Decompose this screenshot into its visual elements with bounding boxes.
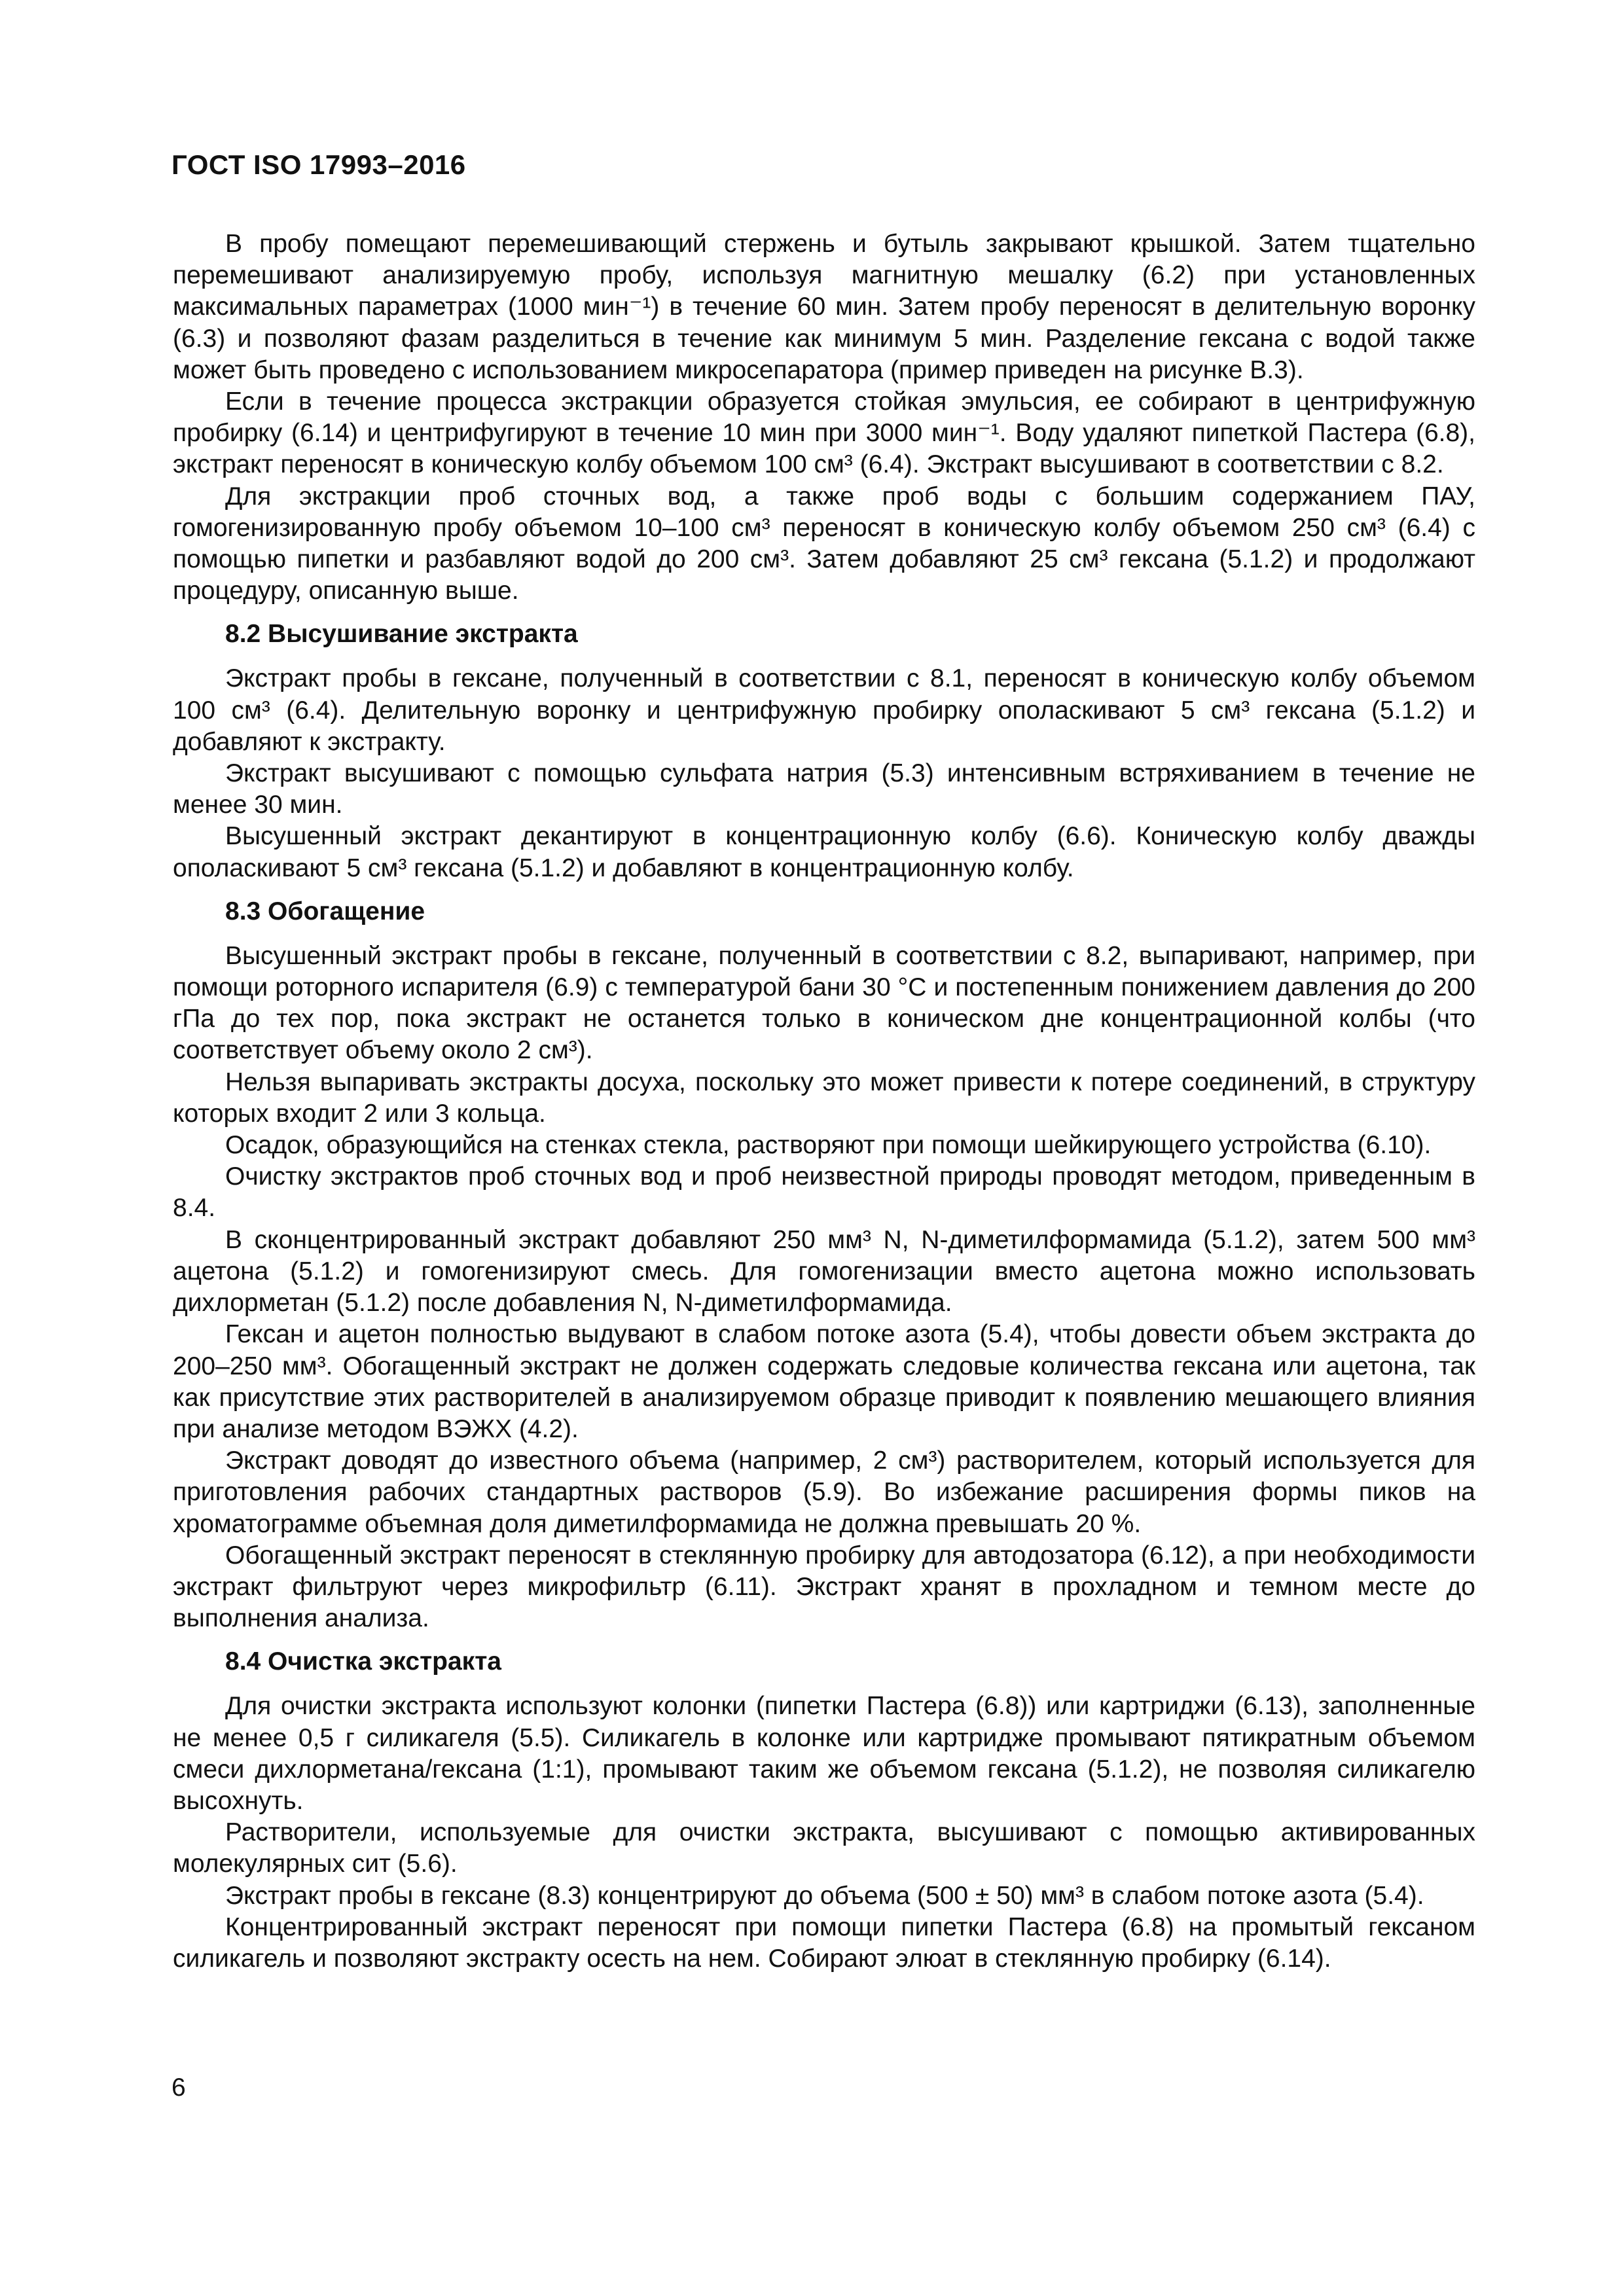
page-number: 6 bbox=[171, 2073, 186, 2102]
paragraph: Если в течение процесса экстракции образуется стойкая эмульсия, ее собирают в центрифужную пробирку (6.14) и центрифугируют в течение 10 мин при 3000 мин⁻¹. Воду удаляют пипеткой Пастера (6.8), экстракт переносят в коническую колбу объемом 100 см³ (6.4). Экстракт высушивают в соответствии с 8.2. bbox=[173, 387, 1475, 479]
paragraph: Осадок, образующийся на стенках стекла, растворяют при помощи шейкирующего устройства (6.10). bbox=[225, 1131, 1432, 1160]
paragraph: Экстракт доводят до известного объема (например, 2 см³) растворителем, который используется для приготовления рабочих стандартных растворов (5.9). Во избежание расширения формы пиков на хроматограмме объемная доля диметилформамида не должна превышать 20 %. bbox=[173, 1446, 1475, 1538]
paragraph: В сконцентрированный экстракт добавляют 250 мм³ N, N-диметилформамида (5.1.2), затем 500 мм³ ацетона (5.1.2) и гомогенизируют смесь. Для гомогенизации вместо ацетона можно использовать дихлорметан (5.1.2) после добавления N, N-диметилформамида. bbox=[173, 1225, 1475, 1318]
paragraph: Высушенный экстракт пробы в гексане, полученный в соответствии с 8.2, выпаривают, например, при помощи роторного испарителя (6.9) с температурой бани 30 °C и постепенным понижением давления до 200 гПа до тех пор, пока экстракт не останется только в коническом дне концентрационной колбы (что соответствует объему около 2 см³). bbox=[173, 941, 1475, 1065]
paragraph: Очистку экстрактов проб сточных вод и проб неизвестной природы проводят методом, приведенным в 8.4. bbox=[173, 1162, 1475, 1223]
paragraph: Нельзя выпаривать экстракты досуха, поскольку это может привести к потере соединений, в структуру которых входит 2 или 3 кольца. bbox=[173, 1067, 1475, 1128]
paragraph: Обогащенный экстракт переносят в стеклянную пробирку для автодозатора (6.12), а при необходимости экстракт фильтруют через микрофильтр (6.11). Экстракт хранят в прохладном и темном месте до выполнения анализа. bbox=[173, 1541, 1475, 1633]
paragraph: Экстракт высушивают с помощью сульфата натрия (5.3) интенсивным встряхиванием в течение не менее 30 мин. bbox=[173, 759, 1475, 819]
section-heading-8-3: 8.3 Обогащение bbox=[225, 897, 425, 925]
paragraph: В пробу помещают перемешивающий стержень и бутыль закрывают крышкой. Затем тщательно перемешивают анализируемую пробу, используя магнитную мешалку (6.2) при установленных максимальных параметрах (1000 мин⁻¹) в течение 60 мин. Затем пробу переносят в делительную воронку (6.3) и позволяют фазам разделиться в течение как минимум 5 мин. Разделение гексана с водой также может быть проведено с использованием микросепаратора (пример приведен на рисунке В.3). bbox=[173, 230, 1475, 384]
section-heading-8-2: 8.2 Высушивание экстракта bbox=[225, 620, 578, 649]
paragraph: Концентрированный экстракт переносят при помощи пипетки Пастера (6.8) на промытый гексаном силикагель и позволяют экстракту осесть на нем. Собирают элюат в стеклянную пробирку (6.14). bbox=[173, 1912, 1475, 1973]
paragraph: Высушенный экстракт декантируют в концентрационную колбу (6.6). Коническую колбу дважды ополаскивают 5 см³ гексана (5.1.2) и добавляют в концентрационную колбу. bbox=[173, 822, 1475, 882]
paragraph: Для экстракции проб сточных вод, а также проб воды с большим содержанием ПАУ, гомогенизированную пробу объемом 10–100 см³ переносят в коническую колбу объемом 250 см³ (6.4) с помощью пипетки и разбавляют водой до 200 см³. Затем добавляют 25 см³ гексана (5.1.2) и продолжают процедуру, описанную выше. bbox=[173, 482, 1475, 605]
document-body bbox=[173, 228, 1475, 1975]
paragraph: Для очистки экстракта используют колонки (пипетки Пастера (6.8)) или картриджи (6.13), заполненные не менее 0,5 г силикагеля (5.5). Силикагель в колонке или картридже промывают пятикратным объемом смеси дихлорметана/гексана (1:1), промывают таким же объемом гексана (5.1.2), не позволяя силикагелю высохнуть. bbox=[173, 1692, 1475, 1815]
paragraph: Экстракт пробы в гексане, полученный в соответствии с 8.1, переносят в коническую колбу объемом 100 см³ (6.4). Делительную воронку и центрифужную пробирку ополаскивают 5 см³ гексана (5.1.2) и добавляют к экстракту. bbox=[173, 664, 1475, 756]
section-heading-8-4: 8.4 Очистка экстракта bbox=[225, 1647, 501, 1676]
paragraph: Экстракт пробы в гексане (8.3) концентрируют до объема (500 ± 50) мм³ в слабом потоке азота (5.4). bbox=[225, 1881, 1424, 1910]
paragraph: Гексан и ацетон полностью выдувают в слабом потоке азота (5.4), чтобы довести объем экстракта до 200–250 мм³. Обогащенный экстракт не должен содержать следовые количества гексана или ацетона, так как присутствие этих растворителей в анализируемом образце приводит к появлению мешающего влияния при анализе методом ВЭЖХ (4.2). bbox=[173, 1320, 1475, 1443]
document-header: ГОСТ ISO 17993–2016 bbox=[171, 149, 466, 180]
paragraph: Растворители, используемые для очистки экстракта, высушивают с помощью активированных молекулярных сит (5.6). bbox=[173, 1818, 1475, 1878]
